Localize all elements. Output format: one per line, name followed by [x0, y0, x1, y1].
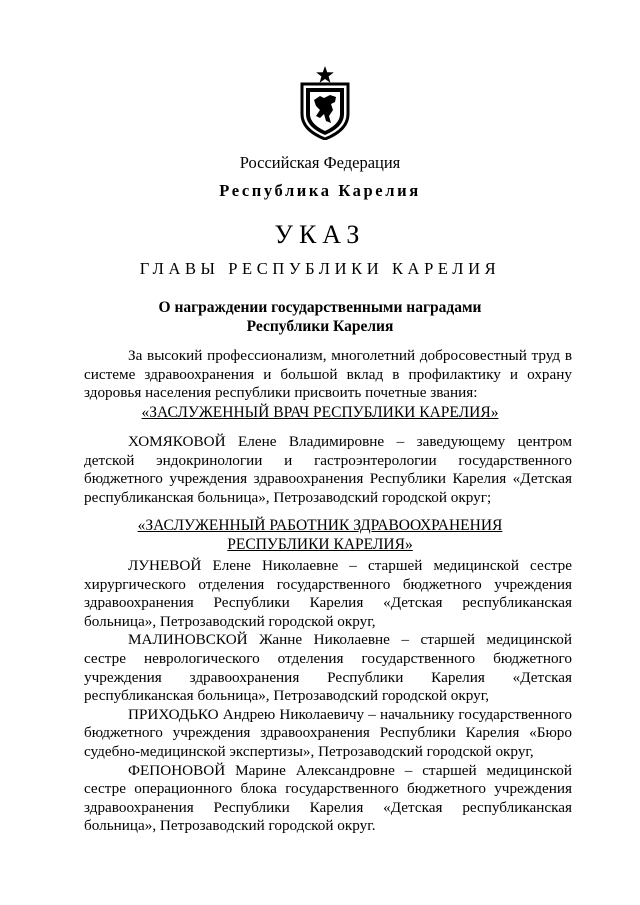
award-recipient: МАЛИНОВСКОЙ Жанне Николаевне – старшей медицинской сестре неврологического отделения государственного бюджетного учреждения здравоохранения Республики Карелия «Детская республиканская больница», Петрозаводский городской округ,: [84, 631, 572, 705]
republic-name: Республика Карелия: [219, 181, 421, 200]
country-name: Российская Федерация: [239, 153, 401, 172]
decree-subject: [0, 298, 640, 336]
award-list-doctor: [84, 433, 572, 507]
award-recipient: ХОМЯКОВОЙ Елене Владимировне – заведующему центром детской эндокринологии и гастроэнтерологии государственного бюджетного учреждения здравоохранения Республики Карелия «Детская республиканская больница», Петрозаводский городской округ;: [84, 433, 572, 506]
award-recipient: ПРИХОДЬКО Андрею Николаевичу – начальнику государственного бюджетного учреждения здравоохранения Республики Карелия «Бюро судебно-медицинской экспертизы», Петрозаводский городской округ,: [84, 705, 572, 760]
document-type: УКАЗ: [274, 220, 366, 249]
award-recipient: ФЕПОНОВОЙ Марине Александровне – старшей медицинской сестре операционного блока государственного бюджетного учреждения здравоохранения Республики Карелия «Детская республиканская больница», Петрозаводский городской округ.: [84, 761, 572, 835]
award-title-doctor: [0, 404, 640, 423]
award-recipient: ЛУНЕВОЙ Елене Николаевне – старшей медицинской сестре хирургического отделения государственного бюджетного учреждения здравоохранения Республики Карелия «Детская республиканская больница», Петрозаводский городской округ,: [84, 557, 572, 630]
award-title-doctor-text: «ЗАСЛУЖЕННЫЙ ВРАЧ РЕСПУБЛИКИ КАРЕЛИЯ»: [141, 404, 499, 421]
issuer: ГЛАВЫ РЕСПУБЛИКИ КАРЕЛИЯ: [139, 259, 501, 278]
award-title-health-worker-line-2: РЕСПУБЛИКИ КАРЕЛИЯ»: [227, 535, 413, 553]
subject-line-1: О награждении государственными наградами: [158, 299, 482, 316]
award-list-health-worker: [84, 557, 572, 836]
award-title-health-worker-line-1: «ЗАСЛУЖЕННЫЙ РАБОТНИК ЗДРАВООХРАНЕНИЯ: [137, 517, 503, 534]
karelia-coat-of-arms-icon: [298, 66, 352, 140]
award-title-health-worker: [0, 517, 640, 554]
subject-line-2: Республики Карелия: [246, 318, 394, 335]
intro-text: За высокий профессионализм, многолетний добросовестный труд в системе здравоохранения и большой вклад в профилактику и охрану здоровья населения республики присвоить почетные звания:: [84, 347, 572, 402]
intro-paragraph: [84, 347, 572, 403]
